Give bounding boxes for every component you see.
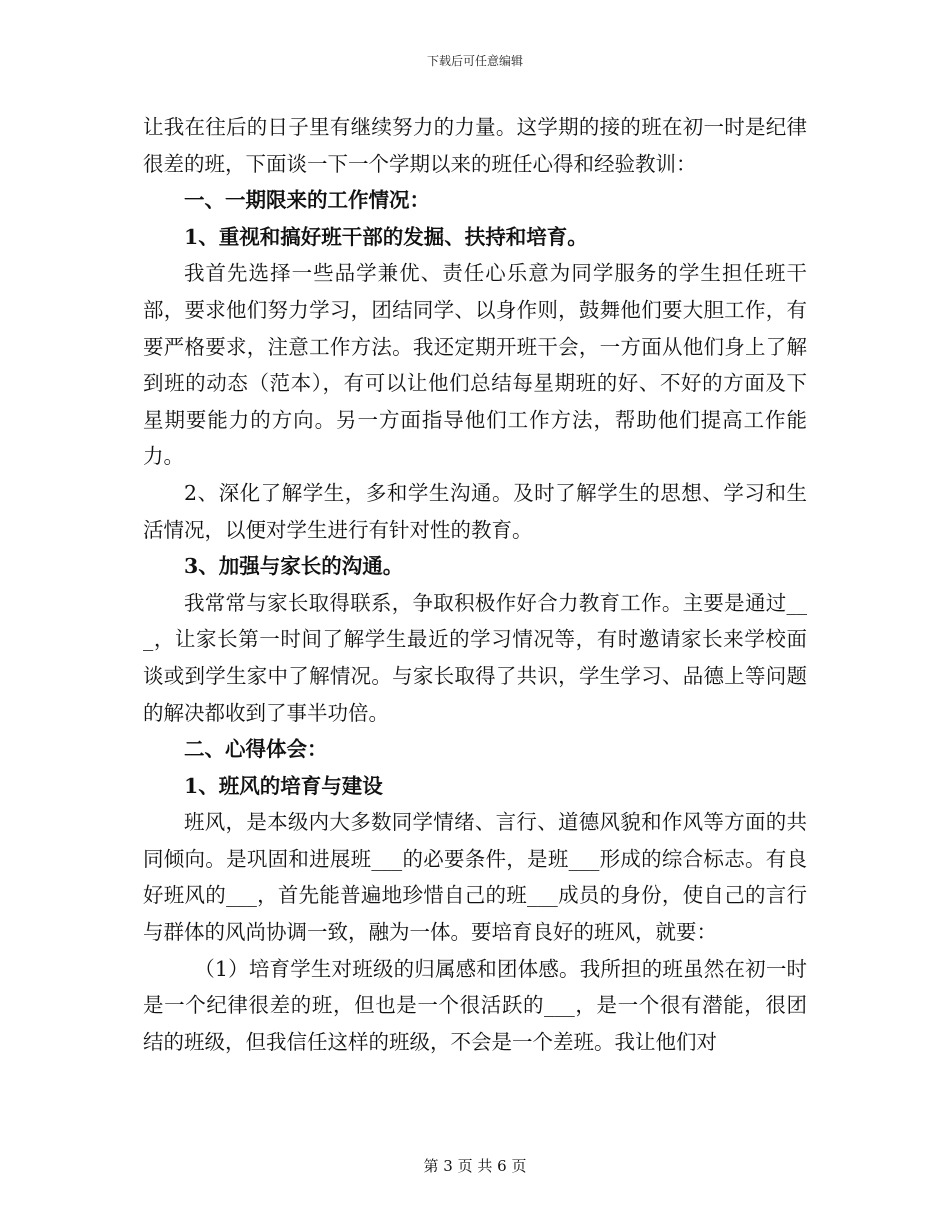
heading-section-2: 二、心得体会： xyxy=(184,737,328,762)
document-body xyxy=(143,109,807,1060)
paragraph-understand-students: 2、深化了解学生，多和学生沟通。及时了解学生的思想、学习和生活情况，以便对学生进行有针对性的教育。 xyxy=(143,480,807,542)
page-header: 下载后可任意编辑 xyxy=(426,54,523,68)
paragraph-belonging: （1）培育学生对班级的归属感和团体感。我所担的班虽然在初一时是一个纪律很差的班，但也是一个很活跃的___，是一个很有潜能，很团结的班级，但我信任这样的班级，不会是一个差班。我让他们对 xyxy=(143,956,807,1054)
heading-item-1-3: 3、加强与家长的沟通。 xyxy=(184,554,404,579)
paragraph-class-cadres: 我首先选择一些品学兼优、责任心乐意为同学服务的学生担任班干部，要求他们努力学习，团结同学、以身作则，鼓舞他们要大胆工作，有要严格要求，注意工作方法。我还定期开班干会，一方面从他们身上了解到班的动态（范本），有可以让他们总结每星期班的好、不好的方面及下星期要能力的方向。另一方面指导他们工作方法，帮助他们提高工作能力。 xyxy=(143,261,807,469)
page-footer: 第 3 页 共 6 页 xyxy=(423,1157,527,1175)
heading-section-1: 一、一期限来的工作情况： xyxy=(184,188,430,213)
heading-item-2-1: 1、班风的培育与建设 xyxy=(184,773,383,798)
heading-item-1-1: 1、重视和搞好班干部的发掘、扶持和培育。 xyxy=(184,224,588,249)
paragraph-class-style: 班风，是本级内大多数同学情绪、言行、道德风貌和作风等方面的共同倾向。是巩固和进展班___的必要条件，是班___形成的综合标志。有良好班风的___，首先能普遍地珍惜自己的班___成员的身份，使自己的言行与群体的风尚协调一致，融为一体。要培育良好的班风，就要： xyxy=(143,810,807,945)
paragraph-parents: 我常常与家长取得联系，争取积极作好合力教育工作。主要是通过___，让家长第一时间了解学生最近的学习情况等，有时邀请家长来学校面谈或到学生家中了解情况。与家长取得了共识，学生学习、品德上等问题的解决都收到了事半功倍。 xyxy=(143,590,807,725)
paragraph-intro: 让我在往后的日子里有继续努力的力量。这学期的接的班在初一时是纪律很差的班，下面谈一下一个学期以来的班任心得和经验教训： xyxy=(143,115,807,176)
